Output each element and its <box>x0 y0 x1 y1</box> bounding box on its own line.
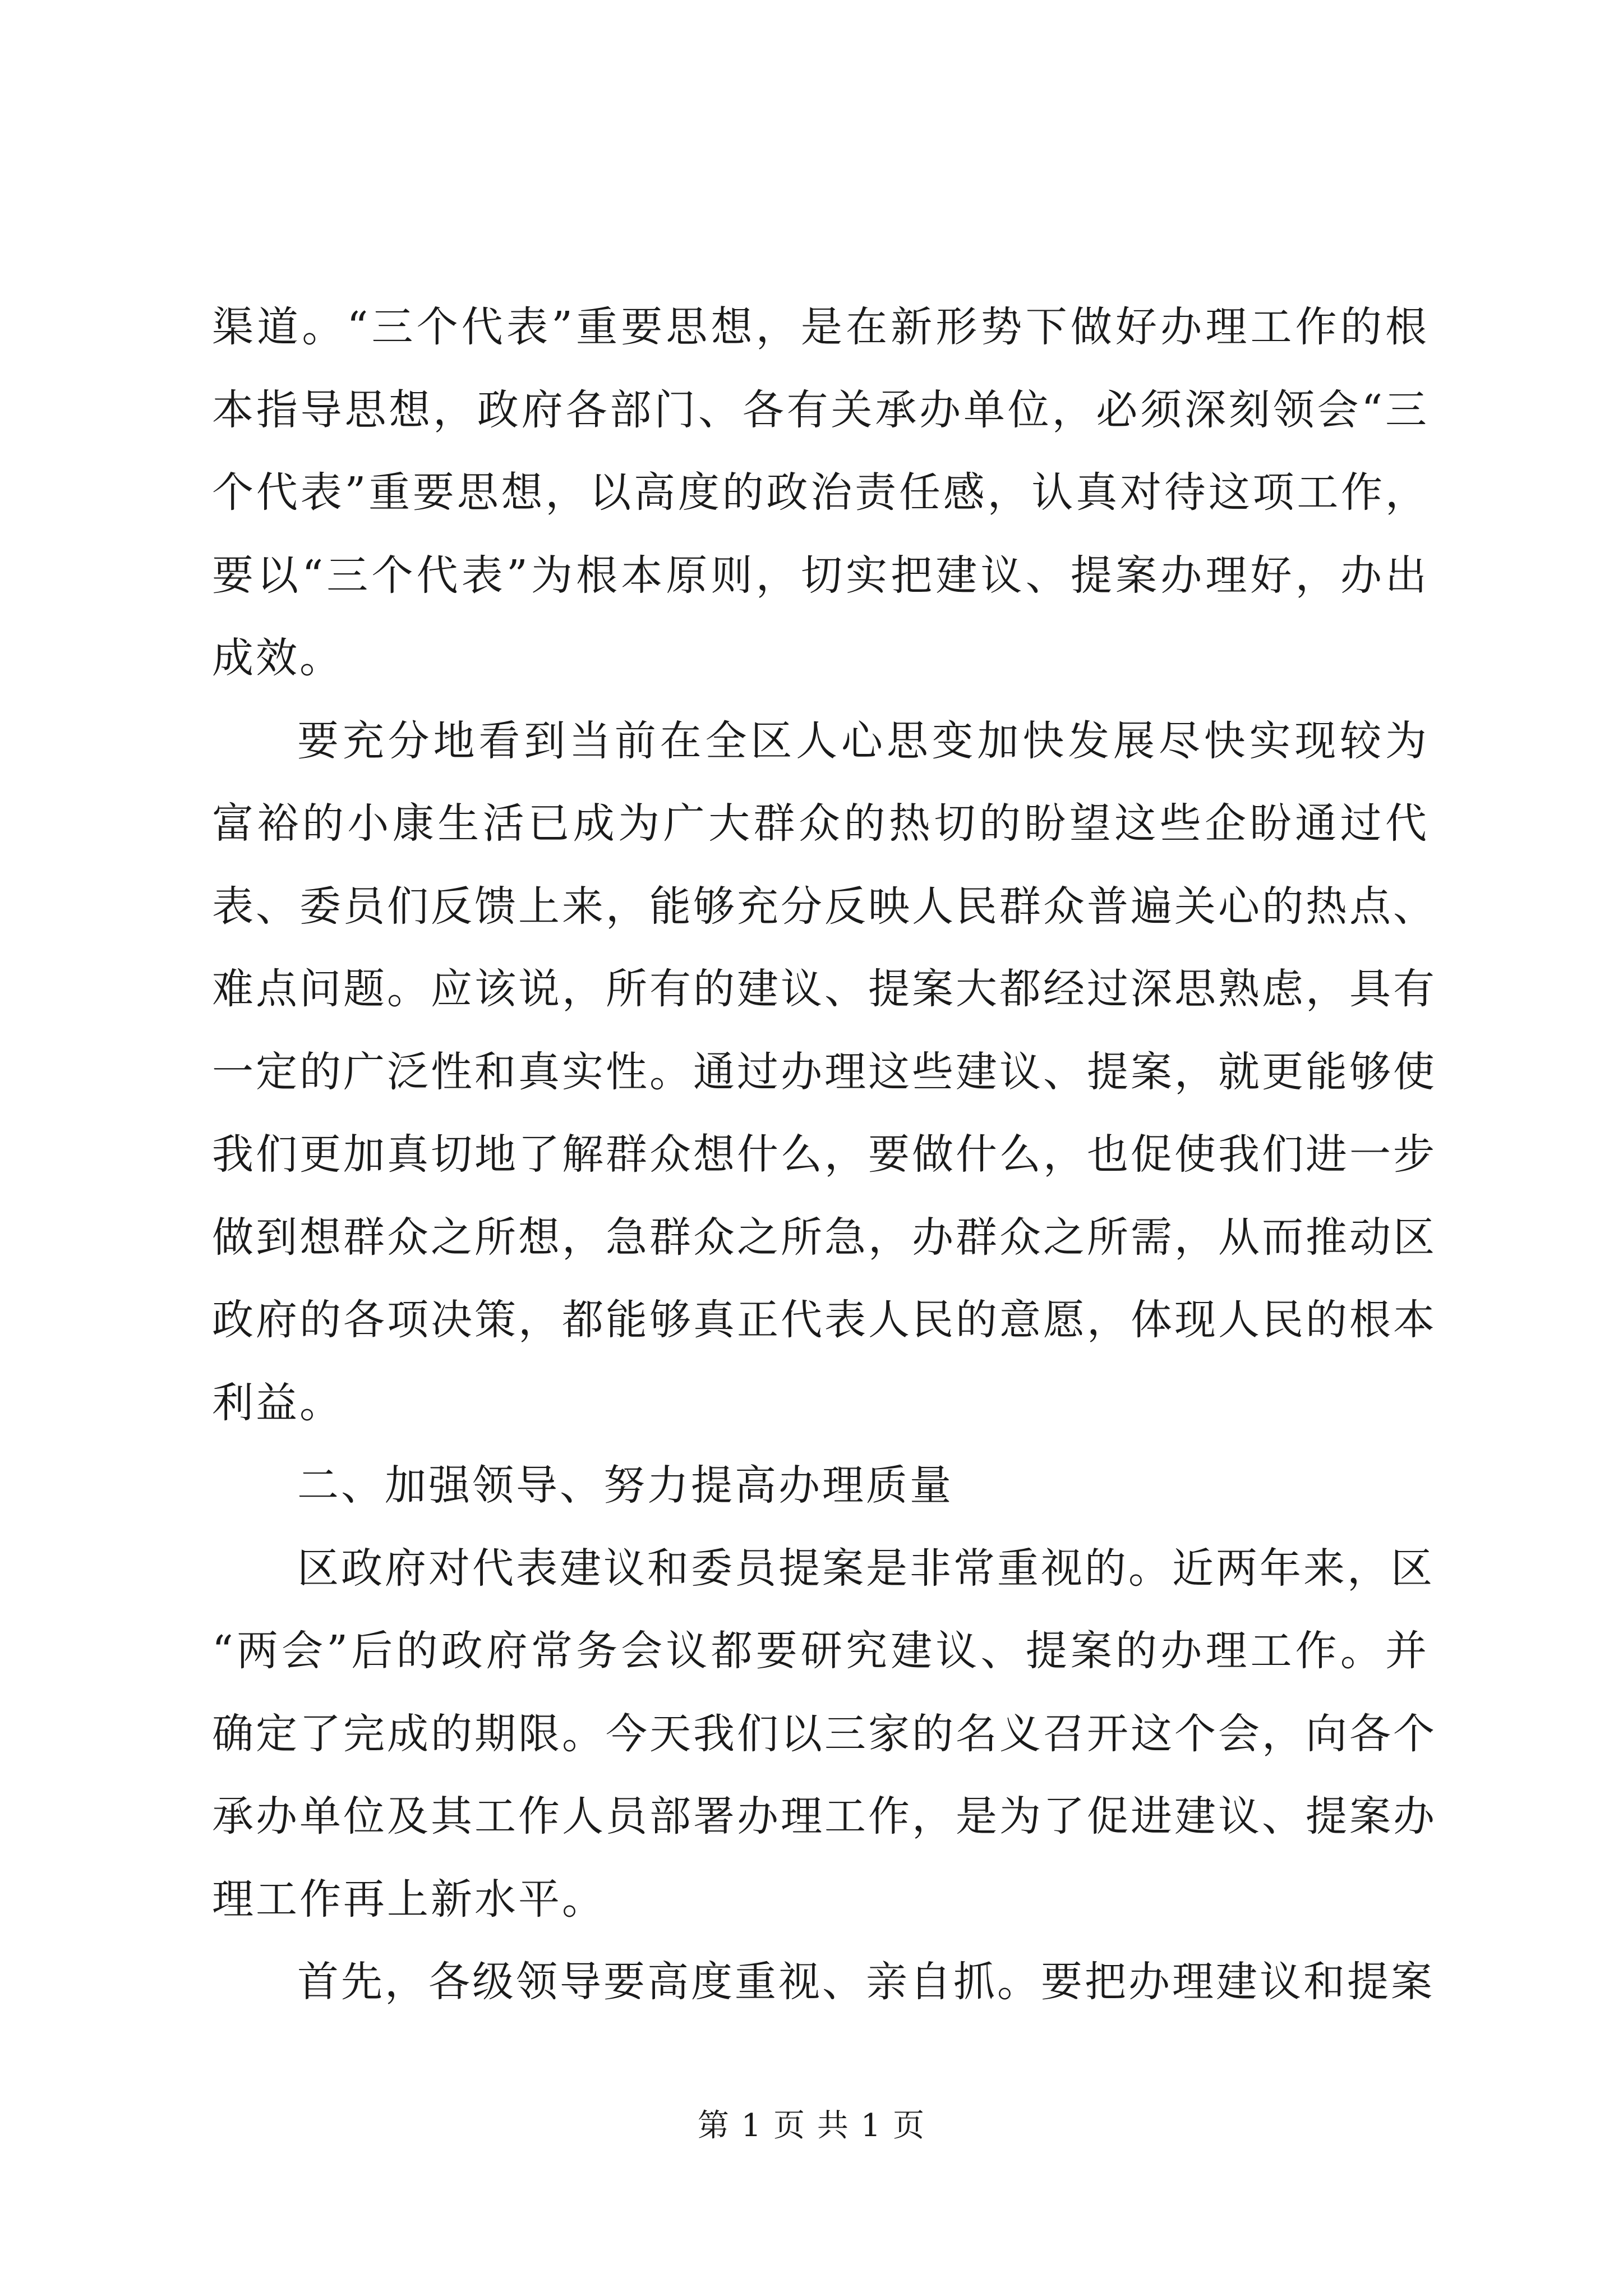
text-line: 政府的各项决策，都能够真正代表人民的意愿，体现人民的根本 <box>212 1296 1437 1344</box>
text-line: 承办单位及其工作人员部署办理工作，是为了促进建议、提案办 <box>212 1792 1437 1841</box>
text-line: 富裕的小康生活已成为广大群众的热切的盼望这些企盼通过代 <box>212 799 1429 848</box>
paragraph-first-line: 要充分地看到当前在全区人心思变加快发展尽快实现较为 <box>297 716 1429 765</box>
text-line: 我们更加真切地了解群众想什么，要做什么，也促使我们进一步 <box>212 1130 1437 1179</box>
page-number-label: 第 1 页 共 1 页 <box>697 2108 926 2144</box>
text-line: 理工作再上新水平。 <box>212 1875 606 1924</box>
document-body <box>212 286 1437 2024</box>
text-line: 要以“三个代表”为根本原则，切实把建议、提案办理好，办出 <box>212 551 1429 600</box>
text-line: 做到想群众之所想，急群众之所急，办群众之所需，从而推动区 <box>212 1213 1437 1262</box>
text-line: “两会”后的政府常务会议都要研究建议、提案的办理工作。并 <box>212 1627 1429 1675</box>
text-line: 渠道。“三个代表”重要思想，是在新形势下做好办理工作的根 <box>212 303 1429 351</box>
text-line: 本指导思想，政府各部门、各有关承办单位，必须深刻领会“三 <box>212 385 1429 434</box>
text-line: 确定了完成的期限。今天我们以三家的名义召开这个会，向各个 <box>212 1709 1437 1758</box>
page-footer <box>0 2106 1623 2146</box>
text-line: 难点问题。应该说，所有的建议、提案大都经过深思熟虑，具有 <box>212 965 1437 1013</box>
text-line: 成效。 <box>212 634 343 682</box>
section-heading: 二、加强领导、努力提高办理质量 <box>297 1461 953 1510</box>
text-line: 个代表”重要思想，以高度的政治责任感，认真对待这项工作， <box>212 468 1429 517</box>
text-line: 利益。 <box>212 1378 343 1427</box>
text-line: 表、委员们反馈上来，能够充分反映人民群众普遍关心的热点、 <box>212 882 1437 931</box>
text-line: 一定的广泛性和真实性。通过办理这些建议、提案，就更能够使 <box>212 1047 1437 1096</box>
paragraph-first-line: 首先，各级领导要高度重视、亲自抓。要把办理建议和提案 <box>297 1958 1435 2006</box>
paragraph-first-line: 区政府对代表建议和委员提案是非常重视的。近两年来，区 <box>297 1544 1435 1593</box>
